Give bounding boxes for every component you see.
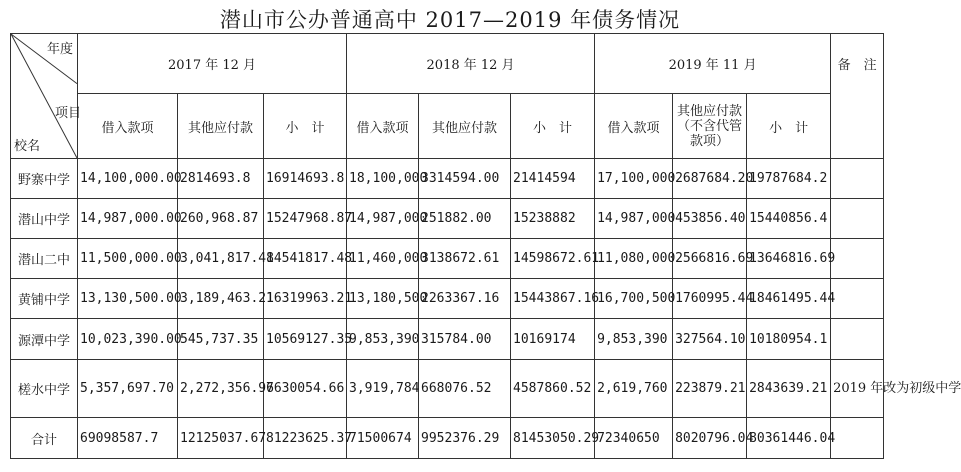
amount-cell: 1760995.44 — [673, 279, 747, 319]
school-name: 槎水中学 — [11, 360, 78, 418]
amount-cell: 13,180,500 — [347, 279, 419, 319]
amount-cell: 14,987,000 — [347, 199, 419, 239]
amount-cell: 260,968.87 — [178, 199, 264, 239]
amount-cell: 5,357,697.70 — [78, 360, 178, 418]
corner-year-label: 年度 — [46, 42, 73, 57]
amount-cell: 545,737.35 — [178, 319, 264, 360]
table-row — [11, 279, 884, 319]
subheader-2019-other: 其他应付款 （不含代管 款项） — [673, 94, 747, 159]
data-rows — [11, 159, 961, 459]
table-row — [11, 239, 884, 279]
amount-cell: 16914693.8 — [264, 159, 347, 199]
school-name: 黄铺中学 — [11, 279, 78, 319]
amount-cell: 19787684.2 — [747, 159, 831, 199]
amount-cell: 15247968.87 — [264, 199, 347, 239]
amount-cell: 315784.00 — [419, 319, 511, 360]
amount-cell: 13646816.69 — [747, 239, 831, 279]
amount-cell: 72340650 — [595, 418, 673, 459]
school-name: 野寨中学 — [11, 159, 78, 199]
amount-cell: 14,987,000.00 — [78, 199, 178, 239]
amount-cell: 3,189,463.21 — [178, 279, 264, 319]
amount-cell: 16,700,500 — [595, 279, 673, 319]
note-cell — [831, 319, 884, 360]
amount-cell: 4587860.52 — [511, 360, 595, 418]
note-cell — [831, 199, 884, 239]
amount-cell: 81453050.29 — [511, 418, 595, 459]
amount-cell: 10180954.1 — [747, 319, 831, 360]
amount-cell: 2843639.21 — [747, 360, 831, 418]
table-row — [11, 319, 884, 360]
amount-cell: 14,987,000 — [595, 199, 673, 239]
amount-cell: 3314594.00 — [419, 159, 511, 199]
amount-cell: 3,919,784 — [347, 360, 419, 418]
amount-cell: 15238882 — [511, 199, 595, 239]
period-header-2017: 2017 年 12 月 — [78, 34, 347, 94]
subheader-2018-borrowed: 借入款项 — [347, 94, 419, 159]
amount-cell: 21414594 — [511, 159, 595, 199]
amount-cell: 11,500,000.00 — [78, 239, 178, 279]
table-row — [11, 159, 884, 199]
amount-cell: 15443867.16 — [511, 279, 595, 319]
amount-cell: 11,080,000 — [595, 239, 673, 279]
amount-cell: 81223625.37 — [264, 418, 347, 459]
amount-cell: 9952376.29 — [419, 418, 511, 459]
note-header: 备 注 — [831, 34, 884, 159]
subheader-2017-subtotal: 小 计 — [264, 94, 347, 159]
amount-cell: 2263367.16 — [419, 279, 511, 319]
note-cell: 2019 年改为初级中学 — [831, 360, 884, 418]
subheader-2018-other: 其他应付款 — [419, 94, 511, 159]
amount-cell: 10169174 — [511, 319, 595, 360]
corner-item-label: 项目 — [55, 106, 82, 121]
amount-cell: 10,023,390.00 — [78, 319, 178, 360]
amount-cell: 11,460,000 — [347, 239, 419, 279]
corner-cell — [11, 34, 82, 159]
amount-cell: 2687684.20 — [673, 159, 747, 199]
amount-cell: 18461495.44 — [747, 279, 831, 319]
debt-table — [10, 33, 961, 459]
amount-cell: 223879.21 — [673, 360, 747, 418]
total-row — [11, 418, 884, 459]
note-cell — [831, 239, 884, 279]
amount-cell: 14,100,000.00 — [78, 159, 178, 199]
period-header-2019: 2019 年 11 月 — [595, 34, 831, 94]
school-name: 源潭中学 — [11, 319, 78, 360]
note-cell — [831, 418, 884, 459]
amount-cell: 14541817.48 — [264, 239, 347, 279]
note-cell — [831, 279, 884, 319]
school-name: 潜山二中 — [11, 239, 78, 279]
amount-cell: 453856.40 — [673, 199, 747, 239]
school-name: 潜山中学 — [11, 199, 78, 239]
amount-cell: 327564.10 — [673, 319, 747, 360]
amount-cell: 14598672.61 — [511, 239, 595, 279]
school-name: 合计 — [11, 418, 78, 459]
amount-cell: 16319963.21 — [264, 279, 347, 319]
subheader-2017-other: 其他应付款 — [178, 94, 264, 159]
page-title: 潜山市公办普通高中 2017—2019 年债务情况 — [219, 8, 681, 32]
amount-cell: 8020796.04 — [673, 418, 747, 459]
amount-cell: 3138672.61 — [419, 239, 511, 279]
subheader-2018-subtotal: 小 计 — [511, 94, 595, 159]
amount-cell: 18,100,000 — [347, 159, 419, 199]
amount-cell: 13,130,500.00 — [78, 279, 178, 319]
amount-cell: 7630054.66 — [264, 360, 347, 418]
table-row — [11, 360, 884, 418]
subheader-2019-borrowed: 借入款项 — [595, 94, 673, 159]
amount-cell: 3,041,817.48 — [178, 239, 264, 279]
amount-cell: 10569127.35 — [264, 319, 347, 360]
amount-cell: 69098587.7 — [78, 418, 178, 459]
period-header-2018: 2018 年 12 月 — [347, 34, 595, 94]
table-row — [11, 199, 884, 239]
amount-cell: 2,272,356.96 — [178, 360, 264, 418]
subheader-2017-borrowed: 借入款项 — [78, 94, 178, 159]
amount-cell: 2566816.69 — [673, 239, 747, 279]
amount-cell: 80361446.04 — [747, 418, 831, 459]
amount-cell: 9,853,390 — [595, 319, 673, 360]
amount-cell: 15440856.4 — [747, 199, 831, 239]
corner-school-label: 校名 — [14, 139, 41, 154]
amount-cell: 2814693.8 — [178, 159, 264, 199]
amount-cell: 17,100,000 — [595, 159, 673, 199]
amount-cell: 668076.52 — [419, 360, 511, 418]
amount-cell: 71500674 — [347, 418, 419, 459]
amount-cell: 251882.00 — [419, 199, 511, 239]
amount-cell: 9,853,390 — [347, 319, 419, 360]
subheader-2019-subtotal: 小 计 — [747, 94, 831, 159]
note-cell — [831, 159, 884, 199]
amount-cell: 2,619,760 — [595, 360, 673, 418]
amount-cell: 12125037.67 — [178, 418, 264, 459]
